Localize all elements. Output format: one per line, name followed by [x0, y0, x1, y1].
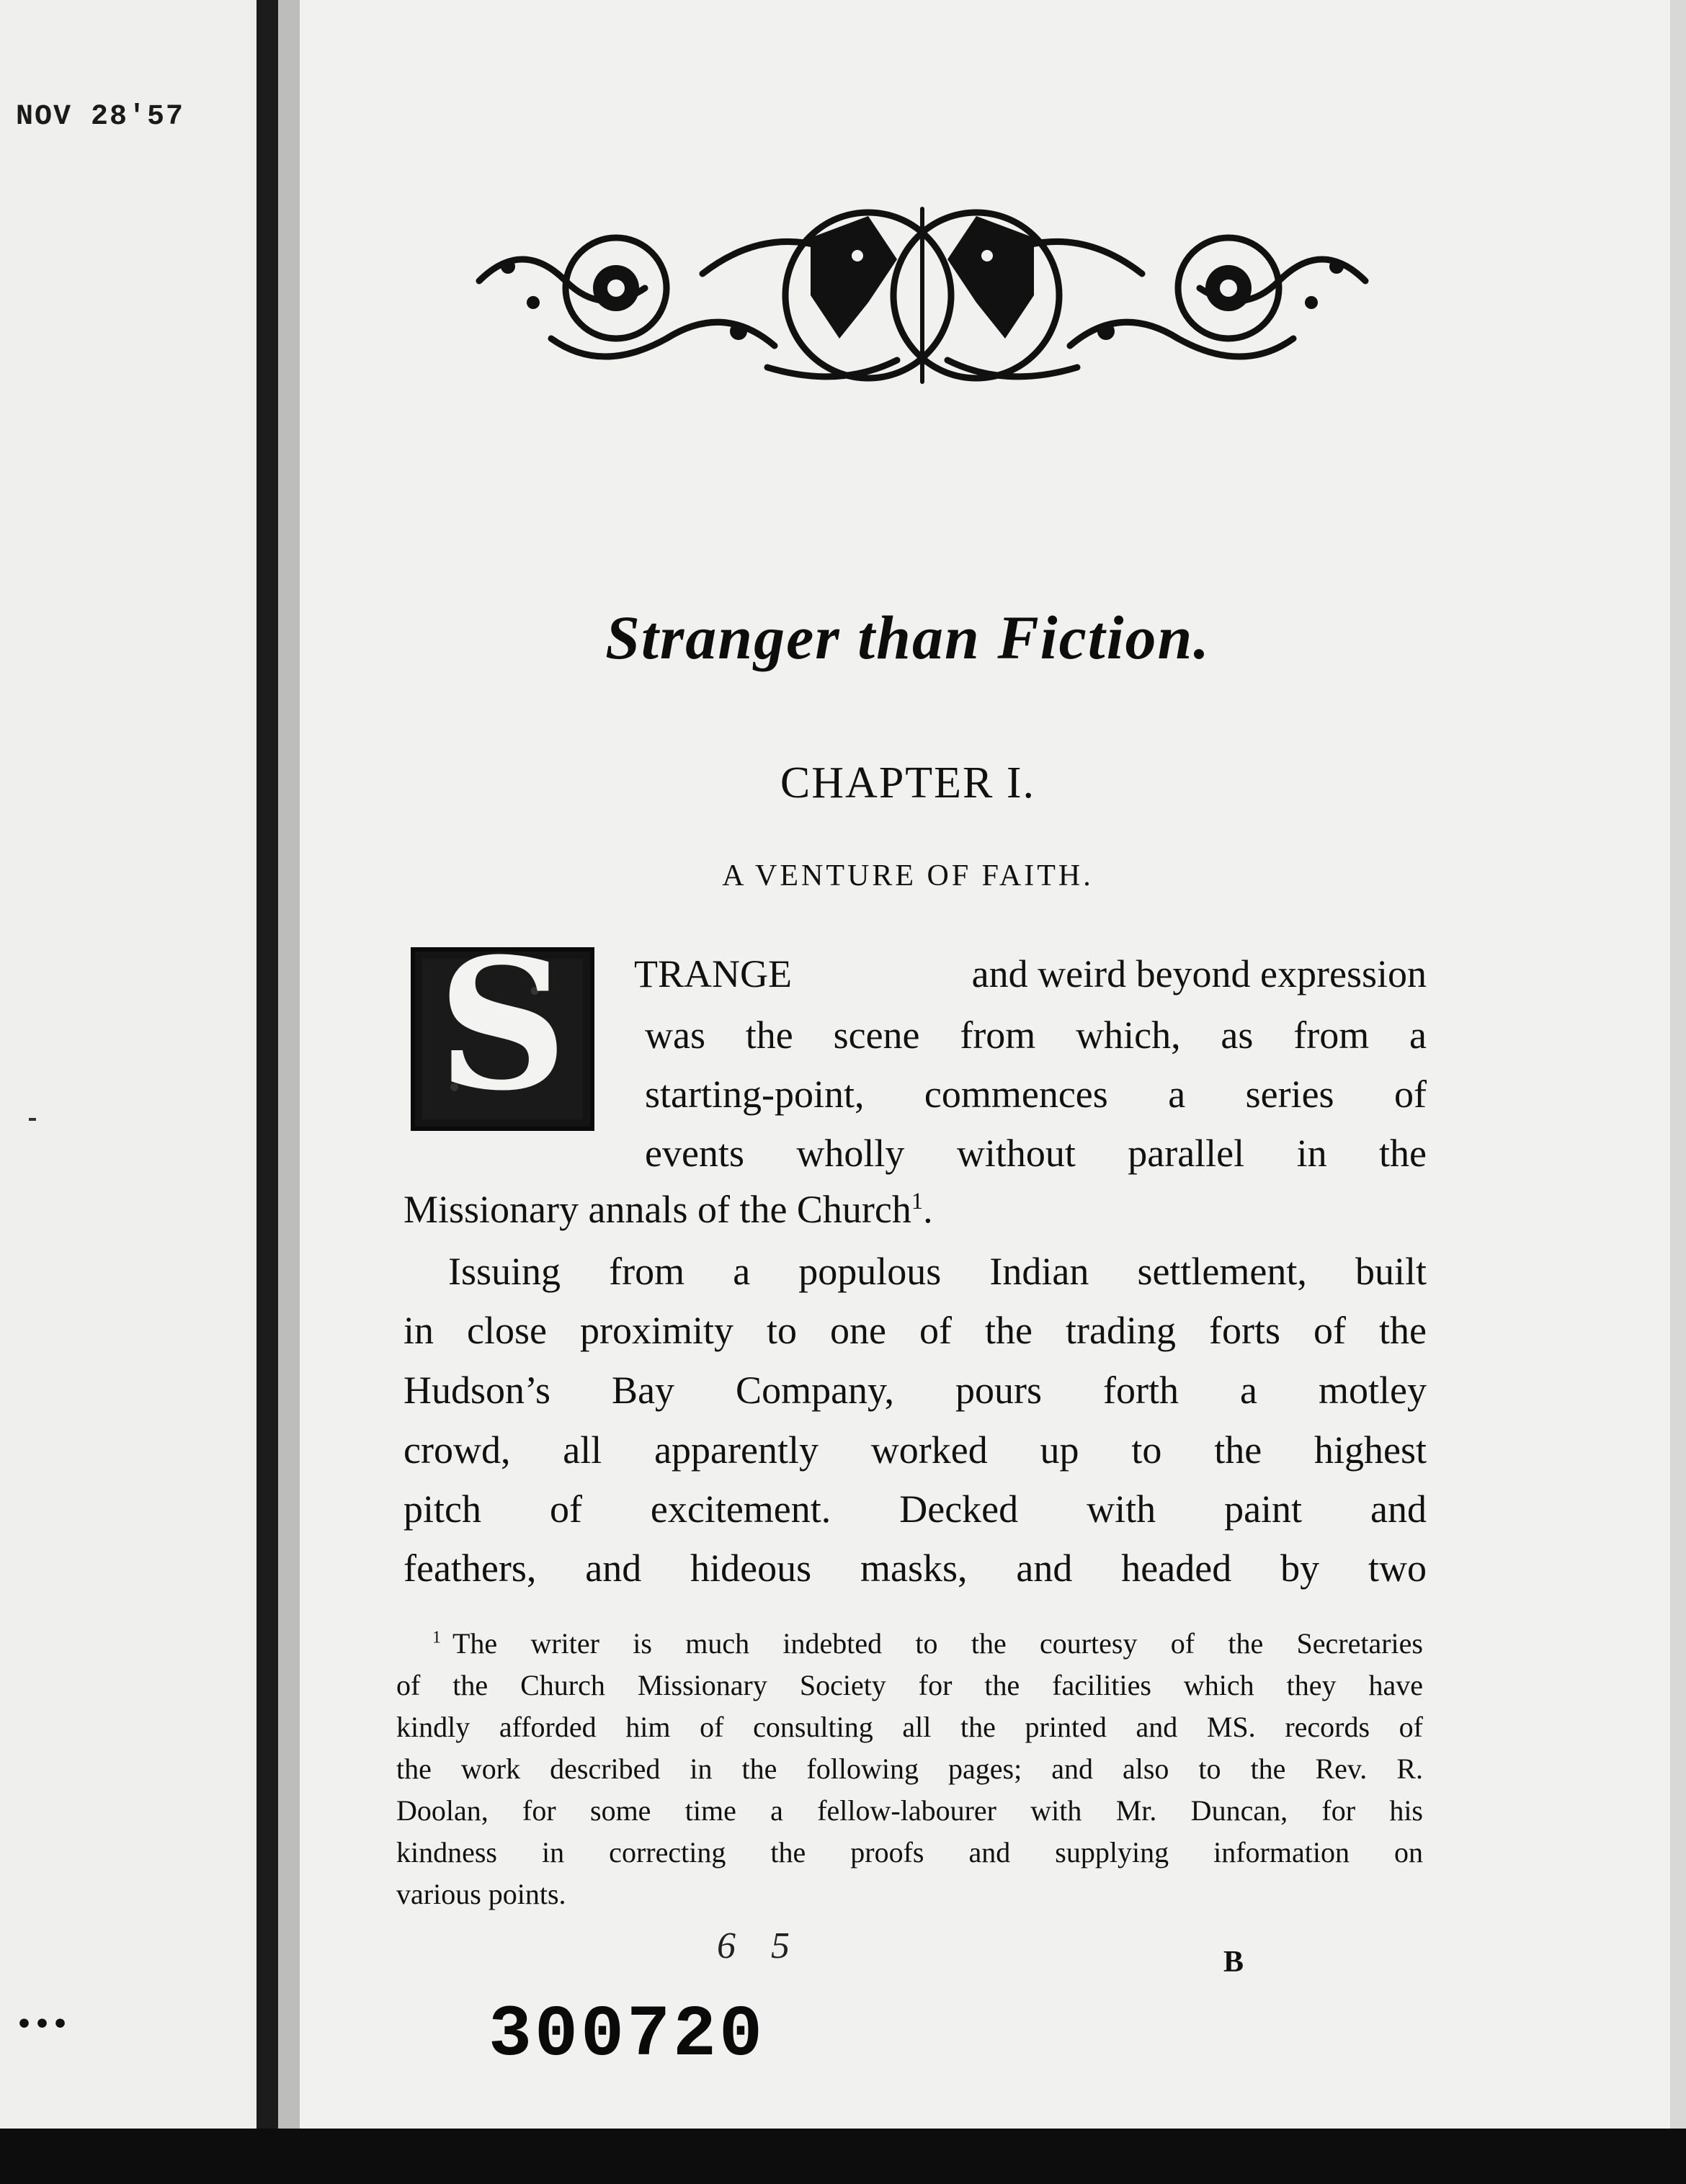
chapter-heading: CHAPTER I.: [780, 758, 1036, 807]
line-text: Missionary annals of the Church: [403, 1188, 911, 1231]
footnote-line: kindly afforded him of consulting all the printed and MS. records of: [396, 1711, 1423, 1743]
left-page: [0, 0, 257, 2184]
footnote-text: The writer is much indebted to the courtesy of the Secretaries: [452, 1627, 1423, 1660]
page-edge: [1670, 0, 1686, 2184]
body-line: [403, 1190, 933, 1229]
book-title: Stranger than Fiction.: [605, 603, 1210, 672]
page-gutter: [278, 0, 300, 2184]
book-spine: [257, 0, 278, 2184]
scan-border: [0, 2129, 1686, 2184]
body-line: in close proximity to one of the trading forts of the: [403, 1309, 1427, 1352]
floral-dragon-headpiece-icon: [465, 194, 1380, 389]
handwritten-note: 6 5: [717, 1925, 803, 1966]
footnote-line: the work described in the following pages; and also to the Rev. R.: [396, 1753, 1423, 1785]
footnote-line: kindness in correcting the proofs and supplying information on: [396, 1836, 1423, 1869]
signature-mark: B: [1223, 1946, 1244, 1979]
footnote-marker: 1: [432, 1628, 441, 1647]
chapter-subtitle: A VENTURE OF FAITH.: [722, 859, 1094, 892]
small-caps-start: TRANGE: [634, 952, 792, 995]
drop-cap: [411, 918, 594, 1131]
body-line: [634, 954, 1427, 993]
footnote-line: various points.: [396, 1878, 566, 1910]
footnote-line: Doolan, for some time a fellow-labourer with Mr. Duncan, for his: [396, 1794, 1423, 1827]
drop-cap-letter: S: [437, 918, 568, 1130]
body-line: pitch of excitement. Decked with paint and: [403, 1487, 1427, 1531]
body-line: starting-point, commences a series of: [645, 1073, 1427, 1116]
body-line: crowd, all apparently worked up to the highest: [403, 1428, 1427, 1472]
body-line: feathers, and hideous masks, and headed by two: [403, 1547, 1427, 1590]
body-line: Issuing from a populous Indian settlement, built: [448, 1250, 1427, 1293]
line-text: and weird beyond expression: [971, 952, 1427, 995]
body-line: was the scene from which, as from a: [645, 1013, 1427, 1057]
stray-mark: [29, 1118, 36, 1121]
accession-number: 300720: [489, 1995, 766, 2077]
line-end: .: [923, 1188, 933, 1231]
body-line: events wholly without parallel in the: [645, 1132, 1427, 1175]
body-line: Hudson’s Bay Company, pours forth a motley: [403, 1369, 1427, 1412]
footnote-line: [432, 1629, 1423, 1658]
footnote-line: of the Church Missionary Society for the facilities which they have: [396, 1669, 1423, 1701]
bottom-left-mark: •••: [16, 2010, 71, 2039]
date-stamp: NOV 28'57: [16, 101, 185, 133]
footnote-ref: 1: [911, 1189, 924, 1214]
